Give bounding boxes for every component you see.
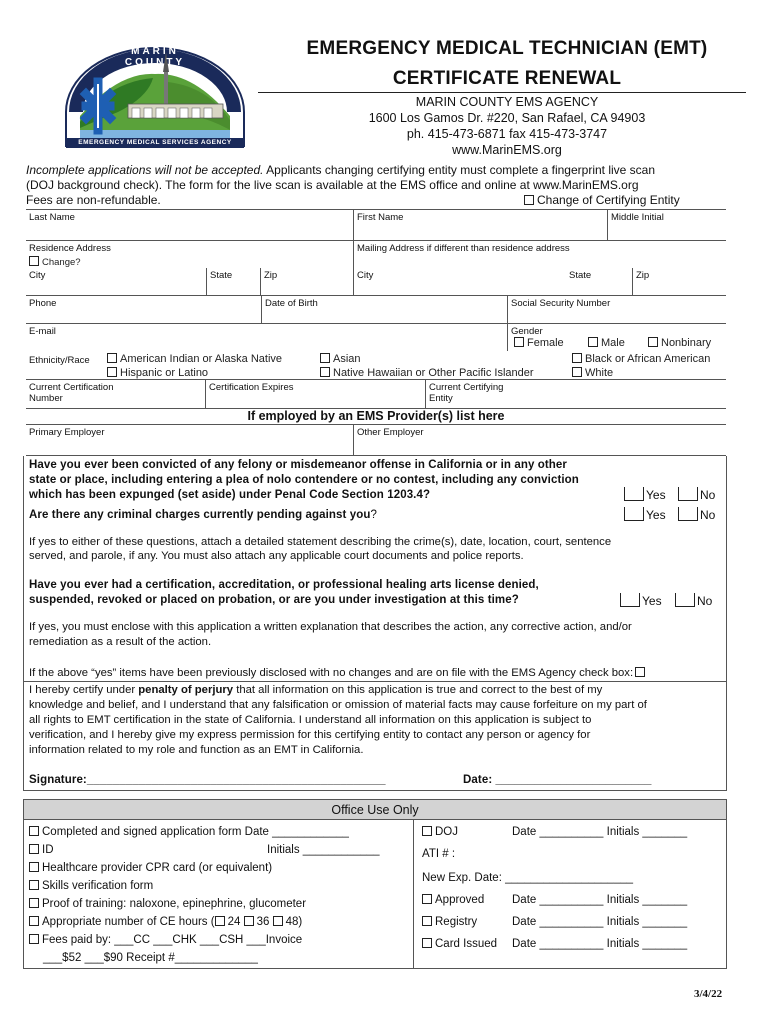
eth-asian-checkbox[interactable]: Asian (320, 353, 361, 365)
office-item-skills[interactable]: Skills verification form (29, 877, 349, 895)
instruction-1-line2: served, and parole, if any. You must also attach any applicable court documents and police reports. (29, 550, 524, 562)
certify-line3: all rights to EMT certification in the state of California. I understand all information on this application is subject to (29, 714, 592, 726)
office-registry[interactable]: Registry Date __________ Initials _______ (422, 913, 722, 931)
instruction-1-line1: If yes to either of these questions, attach a detailed statement describing the crime(s), date, location, court, sentence (29, 536, 612, 548)
agency-address: 1600 Los Gamos Dr. #220, San Rafael, CA 94903 (368, 111, 646, 125)
signature-date-line[interactable]: Date: ________________________ (463, 774, 652, 786)
checkbox-icon (107, 367, 117, 377)
intro-line3: Fees are non-refundable. (26, 193, 161, 207)
q3-yes-option[interactable]: Yes (620, 593, 662, 609)
signature-line[interactable]: Signature:______________________________________________ (29, 774, 386, 786)
first-name-field[interactable]: First Name (354, 210, 608, 241)
checkbox-icon (422, 938, 432, 948)
checkbox-icon (635, 667, 645, 677)
form-title-line2: CERTIFICATE RENEWAL (392, 68, 622, 89)
checkbox-icon[interactable] (244, 916, 254, 926)
employment-grid (26, 424, 726, 456)
middle-initial-field[interactable]: Middle Initial (608, 210, 726, 241)
email-field[interactable]: E-mail (26, 324, 508, 351)
cert-number-field[interactable]: Current Certification Number (26, 380, 206, 409)
residence-address-field[interactable]: Residence Address Change? (26, 241, 354, 268)
checkbox-icon (422, 916, 432, 926)
eth-white-checkbox[interactable]: White (572, 367, 613, 379)
mailing-zip-field[interactable]: Zip (632, 268, 726, 296)
checkbox-icon (29, 826, 39, 836)
checkbox-icon[interactable] (215, 916, 225, 926)
answer-blank-icon (675, 593, 695, 607)
office-card-issued[interactable]: Card Issued Date __________ Initials _______ (422, 935, 722, 953)
office-left-column (29, 823, 380, 967)
q1-no-option[interactable]: No (678, 487, 715, 503)
q2-no-option[interactable]: No (678, 507, 715, 523)
checkbox-icon (29, 844, 39, 854)
checkbox-icon (107, 353, 117, 363)
office-fees-amounts[interactable]: ___$52 ___$90 Receipt #_____________ (43, 952, 258, 964)
certify-line1: I hereby certify under penalty of perjury that all information on this application is true and correct to the best of my (29, 684, 603, 696)
form-title-line1: EMERGENCY MEDICAL TECHNICIAN (EMT) (306, 38, 708, 59)
office-item-cpr[interactable]: Healthcare provider CPR card (or equivalent) (29, 859, 349, 877)
registry-date-initials: Date __________ Initials _______ (512, 916, 688, 928)
certify-line5: information related to my role and function as an EMT in California. (29, 744, 364, 756)
gender-male-checkbox[interactable]: Male (588, 337, 625, 349)
prior-disclosure-checkbox[interactable]: If the above “yes” items have been previously disclosed with no changes and are on file with the EMS Agency check box: (29, 666, 725, 681)
answer-blank-icon (678, 507, 698, 521)
answer-blank-icon (678, 487, 698, 501)
card-date-initials: Date __________ Initials _______ (512, 938, 688, 950)
q3-line2: suspended, revoked or placed on probation, or are you under investigation at this time? (29, 594, 519, 606)
logo-band-text: EMERGENCY MEDICAL SERVICES AGENCY (78, 139, 232, 146)
answer-blank-icon (620, 593, 640, 607)
marin-county-ems-logo (58, 42, 253, 154)
ethnicity-section: Ethnicity/Race American Indian or Alaska Native Asian Black or African American Hispanic or Latino Native Hawaiian or Other Pacific Islander White (26, 351, 726, 380)
office-right-column (422, 823, 722, 953)
office-ati[interactable]: ATI # : (422, 848, 456, 860)
gender-nonbinary-checkbox[interactable]: Nonbinary (648, 337, 711, 349)
ssn-field[interactable]: Social Security Number (508, 296, 726, 324)
office-item-fees[interactable]: Fees paid by: ___CC ___CHK ___CSH ___Invoice (29, 931, 349, 949)
agency-name: MARIN COUNTY EMS AGENCY (415, 95, 599, 109)
cert-expires-field[interactable]: Certification Expires (206, 380, 426, 409)
checkbox-icon (422, 894, 432, 904)
eth-black-checkbox[interactable]: Black or African American (572, 353, 710, 365)
personal-info-grid (26, 209, 726, 408)
q1-line3: which has been expunged (set aside) under Penal Code Section 1203.4? (29, 489, 431, 501)
checkbox-icon[interactable] (273, 916, 283, 926)
zip-field[interactable]: Zip (260, 268, 354, 296)
office-new-exp-date[interactable]: New Exp. Date: ____________________ (422, 872, 634, 884)
doj-date-initials: Date __________ Initials _______ (512, 826, 688, 838)
agency-phone: ph. 415-473-6871 fax 415-473-3747 (406, 127, 608, 141)
answer-blank-icon (624, 487, 644, 501)
checkbox-icon (320, 353, 330, 363)
office-divider (413, 820, 414, 969)
change-address-checkbox[interactable]: Change? (29, 256, 81, 268)
eth-hispanic-checkbox[interactable]: Hispanic or Latino (107, 367, 208, 379)
employment-heading: If employed by an EMS Provider(s) list here (247, 409, 505, 423)
checkbox-icon (29, 898, 39, 908)
mailing-address-field[interactable]: Mailing Address if different than residence address (357, 243, 570, 254)
q3-line1: Have you ever had a certification, accreditation, or professional healing arts license denied, (29, 579, 539, 591)
checkbox-icon (320, 367, 330, 377)
logo-arc-text: MARIN COUNTY (124, 46, 186, 68)
gender-female-checkbox[interactable]: Female (514, 337, 564, 349)
q1-line2: state or place, including entering a plea of nolo contendere or no contest, including any conviction (29, 474, 579, 486)
checkbox-icon (29, 862, 39, 872)
checkbox-icon (588, 337, 598, 347)
primary-employer-field[interactable]: Primary Employer (26, 425, 354, 456)
q3-no-option[interactable]: No (675, 593, 712, 609)
checkbox-icon (29, 256, 39, 266)
instruction-2-line2: remediation as a result of the action. (29, 636, 212, 648)
approved-date-initials: Date __________ Initials _______ (512, 894, 688, 906)
q1-yes-option[interactable]: Yes (624, 487, 666, 503)
city-field[interactable]: City (26, 268, 206, 296)
office-item-application[interactable]: Completed and signed application form Date ____________ (29, 823, 349, 841)
version-date: 3/4/22 (694, 988, 723, 1000)
gender-field: Gender Female Male Nonbinary (511, 326, 712, 349)
checkbox-icon (514, 337, 524, 347)
phone-field[interactable]: Phone (26, 296, 262, 324)
certify-line2: knowledge and belief, and I understand that any falsification or omission of material facts may cause forfeiture on my part of (29, 699, 647, 711)
answer-blank-icon (624, 507, 644, 521)
office-doj[interactable]: DOJ Date __________ Initials _______ (422, 823, 722, 841)
intro-line1: Incomplete applications will not be accepted. Applicants changing certifying entity must complete a fingerprint live scan (26, 163, 656, 177)
office-use-heading: Office Use Only (24, 800, 726, 820)
q2-yes-option[interactable]: Yes (624, 507, 666, 523)
office-item-training[interactable]: Proof of training: naloxone, epinephrine, glucometer (29, 895, 349, 913)
checkbox-icon (29, 916, 39, 926)
instruction-2-line1: If yes, you must enclose with this application a written explanation that describes the action, any corrective action, and/or (29, 621, 632, 633)
intro-line2: (DOJ background check). The form for the live scan is available at the EMS office and online at www.MarinEMS.org (26, 178, 639, 192)
eth-aian-checkbox[interactable]: American Indian or Alaska Native (107, 353, 282, 365)
checkbox-icon (29, 934, 39, 944)
mailing-state-field[interactable]: State (566, 268, 632, 296)
office-item-id[interactable]: ID Initials ____________ (29, 841, 349, 859)
change-entity-checkbox[interactable]: Change of Certifying Entity (524, 193, 680, 208)
certify-line4: verification, and I hereby give my express permission for this certifying entity to contact any person or agency for (29, 729, 591, 741)
id-initials: Initials ____________ (267, 844, 380, 856)
checkbox-icon (572, 367, 582, 377)
agency-website: www.MarinEMS.org (452, 143, 562, 157)
cert-entity-field[interactable]: Current Certifying Entity (426, 380, 726, 409)
other-employer-field[interactable]: Other Employer (357, 427, 424, 438)
checkbox-icon (524, 195, 534, 205)
office-item-ce-hours[interactable]: Appropriate number of CE hours ( 24 36 48) (29, 913, 349, 931)
q1-line1: Have you ever been convicted of any felony or misdemeanor offense in California or in any other (29, 459, 567, 471)
dob-field[interactable]: Date of Birth (262, 296, 508, 324)
q2: Are there any criminal charges currently pending against you? (29, 509, 378, 521)
title-rule (258, 92, 746, 93)
eth-nhpi-checkbox[interactable]: Native Hawaiian or Other Pacific Islander (320, 367, 534, 379)
checkbox-icon (572, 353, 582, 363)
checkbox-icon (29, 880, 39, 890)
mailing-city-field[interactable]: City (354, 268, 566, 296)
checkbox-icon (422, 826, 432, 836)
state-field[interactable]: State (206, 268, 260, 296)
checkbox-icon (648, 337, 658, 347)
office-approved[interactable]: Approved Date __________ Initials _______ (422, 891, 722, 909)
last-name-field[interactable]: Last Name (26, 210, 354, 241)
